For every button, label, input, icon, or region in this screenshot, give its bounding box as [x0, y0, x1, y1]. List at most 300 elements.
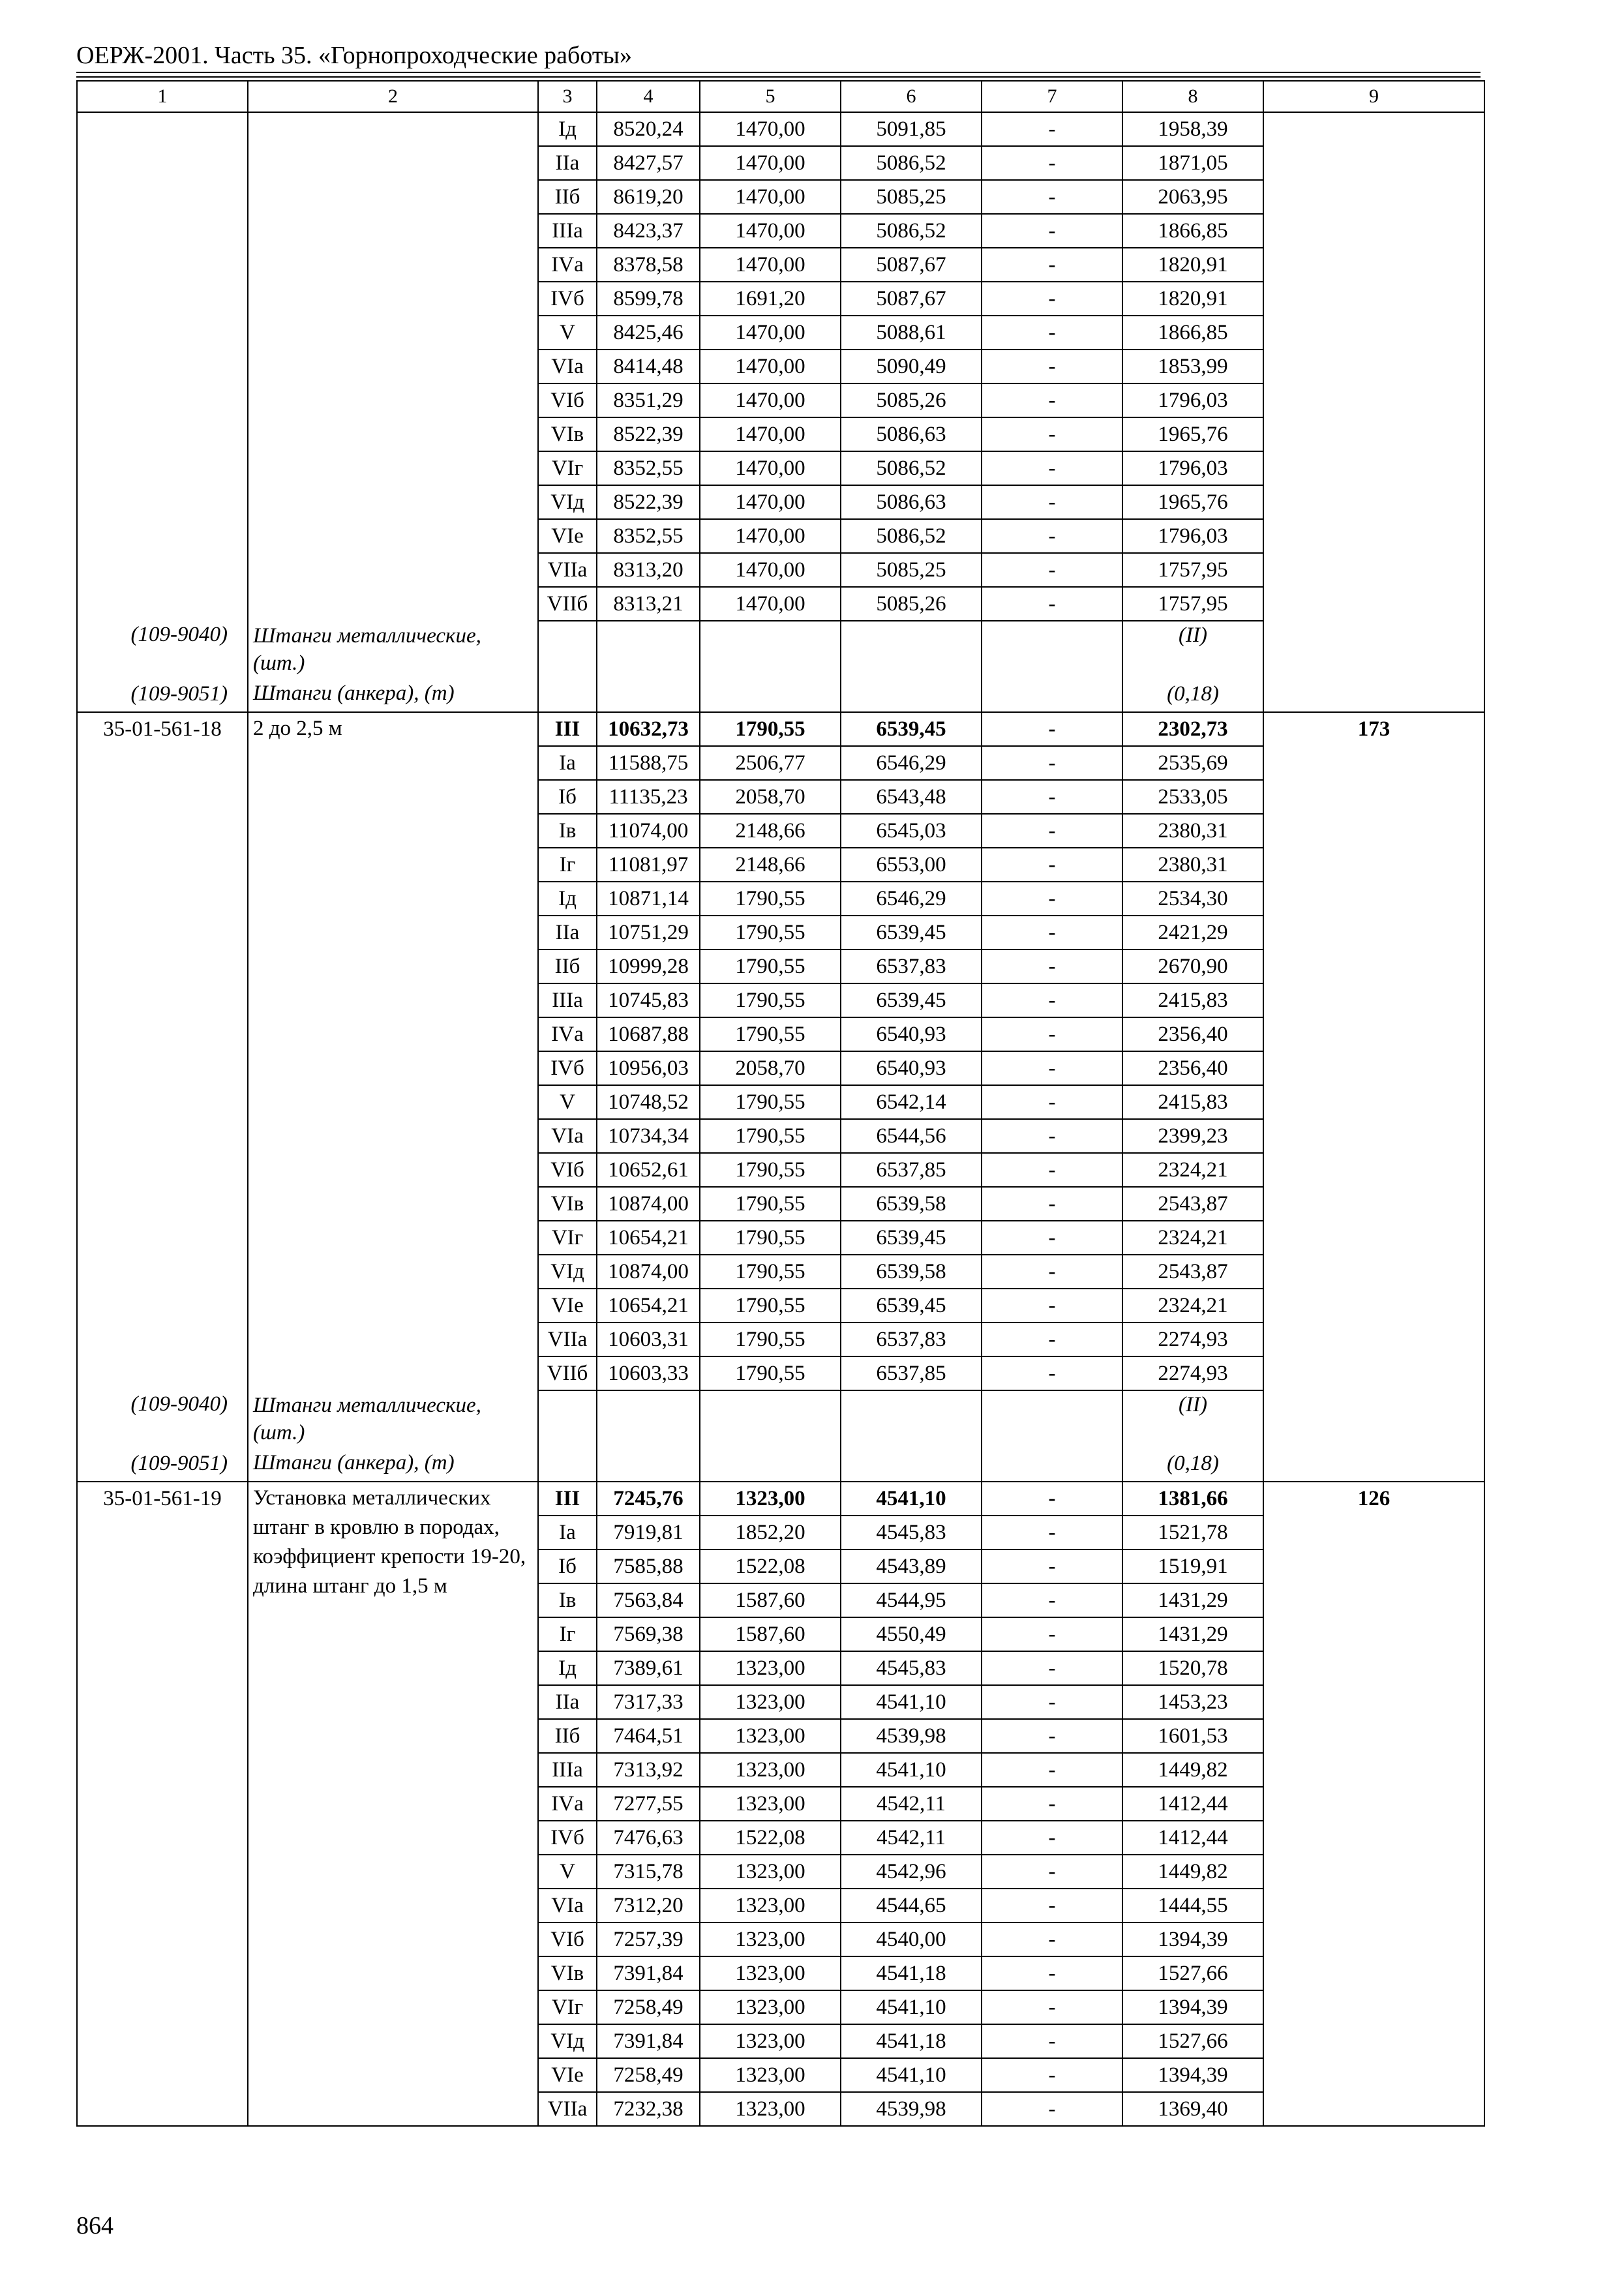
cell-col-4: 8522,39 [597, 417, 700, 451]
cell-col-3: VIе [538, 1289, 597, 1323]
cell-col-3: VIа [538, 1119, 597, 1153]
cell-col-7: - [982, 983, 1122, 1017]
cell-col-6: 4541,10 [841, 1482, 982, 1516]
cell-col-6: 4539,98 [841, 2092, 982, 2126]
cell-col-8: 1369,40 [1122, 2092, 1263, 2126]
cell-col-6: 6540,93 [841, 1051, 982, 1085]
cell-col-4: 7391,84 [597, 2024, 700, 2058]
cell-col-7: - [982, 1753, 1122, 1787]
cell-col-6: 6537,85 [841, 1153, 982, 1187]
cell-col-7: - [982, 1719, 1122, 1753]
cell-col-3: VIа [538, 350, 597, 383]
cell-col-5: 1470,00 [700, 112, 841, 146]
note-cell-col-3 [538, 1390, 597, 1447]
cell-col-5: 1323,00 [700, 2024, 841, 2058]
cell-col-4: 8599,78 [597, 282, 700, 316]
rate-code: 35-01-561-19 [77, 1482, 248, 2126]
cell-col-7: - [982, 712, 1122, 746]
cell-col-3: III [538, 1482, 597, 1516]
cell-col-8: 2324,21 [1122, 1153, 1263, 1187]
cell-col-7: - [982, 814, 1122, 848]
cell-col-7: - [982, 1085, 1122, 1119]
cell-col-7: - [982, 1787, 1122, 1821]
cell-col-4: 8423,37 [597, 214, 700, 248]
cell-col-8: 2421,29 [1122, 916, 1263, 950]
cell-col-5: 1790,55 [700, 712, 841, 746]
cell-col-8: 1520,78 [1122, 1651, 1263, 1685]
cell-col-6: 5085,25 [841, 553, 982, 587]
cell-col-5: 1323,00 [700, 1855, 841, 1889]
cell-col-4: 7313,92 [597, 1753, 700, 1787]
cell-col-5: 2148,66 [700, 848, 841, 882]
table-row [77, 712, 1484, 746]
cell-col-5: 1323,00 [700, 1482, 841, 1516]
cell-col-4: 7317,33 [597, 1685, 700, 1719]
cell-col-8: 2380,31 [1122, 814, 1263, 848]
cell-col-3: III [538, 712, 597, 746]
cell-col-6: 6553,00 [841, 848, 982, 882]
cell-col-5: 2506,77 [700, 746, 841, 780]
page-number: 864 [76, 2212, 113, 2239]
cell-col-6: 5086,63 [841, 417, 982, 451]
cell-col-3: VIб [538, 383, 597, 417]
cell-col-6: 5086,52 [841, 214, 982, 248]
cell-col-8: 1449,82 [1122, 1855, 1263, 1889]
cell-col-4: 8313,21 [597, 587, 700, 621]
cell-col-6: 5086,52 [841, 146, 982, 180]
cell-col-8: 1521,78 [1122, 1516, 1263, 1549]
cell-col-6: 6546,29 [841, 882, 982, 916]
cell-col-8: 1381,66 [1122, 1482, 1263, 1516]
cell-col-3: VIд [538, 2024, 597, 2058]
cell-col-5: 1470,00 [700, 485, 841, 519]
cell-col-8: 1412,44 [1122, 1787, 1263, 1821]
cell-col-4: 8313,20 [597, 553, 700, 587]
cell-col-4: 11135,23 [597, 780, 700, 814]
cell-col-8: 1394,39 [1122, 1922, 1263, 1956]
cell-col-8: 2543,87 [1122, 1187, 1263, 1221]
cell-col-5: 1691,20 [700, 282, 841, 316]
total-labor: 126 [1263, 1482, 1484, 2126]
cell-col-3: IVб [538, 1821, 597, 1855]
cell-col-6: 4541,10 [841, 1990, 982, 2024]
cell-col-8: 1796,03 [1122, 451, 1263, 485]
note-cell-col-7 [982, 621, 1122, 678]
work-description: Установка металлических штанг в кровлю в породах, коэффициент крепости 19-20, длина штанг до 1,5 м [248, 1482, 538, 2126]
cell-col-3: IVб [538, 1051, 597, 1085]
cell-col-8: 2324,21 [1122, 1289, 1263, 1323]
cell-col-6: 4550,49 [841, 1617, 982, 1651]
note-cell-col-4 [597, 1447, 700, 1482]
cell-col-5: 1470,00 [700, 248, 841, 282]
note-cell-col-5 [700, 1447, 841, 1482]
cell-col-5: 1470,00 [700, 451, 841, 485]
cell-col-7: - [982, 2092, 1122, 2126]
cell-col-4: 7919,81 [597, 1516, 700, 1549]
cell-col-6: 4544,95 [841, 1583, 982, 1617]
cell-col-4: 8414,48 [597, 350, 700, 383]
cell-col-6: 6539,45 [841, 1221, 982, 1255]
cell-col-4: 7245,76 [597, 1482, 700, 1516]
cell-col-7: - [982, 1221, 1122, 1255]
cell-col-4: 11081,97 [597, 848, 700, 882]
cell-col-7: - [982, 1323, 1122, 1356]
cell-col-4: 8520,24 [597, 112, 700, 146]
cell-col-4: 7389,61 [597, 1651, 700, 1685]
cell-col-7: - [982, 848, 1122, 882]
cell-col-3: VIг [538, 451, 597, 485]
resource-name: Штанги металлические, (шт.) [248, 621, 538, 678]
note-cell-col-8: (0,18) [1122, 678, 1263, 712]
cell-col-5: 1790,55 [700, 1356, 841, 1390]
cell-col-5: 1470,00 [700, 214, 841, 248]
cell-col-5: 1323,00 [700, 1990, 841, 2024]
total-labor [1263, 112, 1484, 712]
column-header-1: 1 [77, 81, 248, 112]
cell-col-4: 10654,21 [597, 1221, 700, 1255]
cell-col-6: 6539,45 [841, 983, 982, 1017]
cell-col-4: 10745,83 [597, 983, 700, 1017]
cell-col-6: 6539,58 [841, 1255, 982, 1289]
cell-col-3: VIб [538, 1153, 597, 1187]
column-header-5: 5 [700, 81, 841, 112]
cell-col-5: 2148,66 [700, 814, 841, 848]
cell-col-3: VIа [538, 1889, 597, 1922]
cell-col-4: 10748,52 [597, 1085, 700, 1119]
cell-col-4: 8619,20 [597, 180, 700, 214]
cell-col-4: 7258,49 [597, 1990, 700, 2024]
column-header-4: 4 [597, 81, 700, 112]
cell-col-7: - [982, 1617, 1122, 1651]
cell-col-4: 10751,29 [597, 916, 700, 950]
column-header-row [77, 81, 1484, 112]
cell-col-8: 1958,39 [1122, 112, 1263, 146]
note-cell-col-7 [982, 678, 1122, 712]
cell-col-4: 10874,00 [597, 1255, 700, 1289]
cell-col-8: 2535,69 [1122, 746, 1263, 780]
cell-col-7: - [982, 2024, 1122, 2058]
cell-col-8: 2274,93 [1122, 1356, 1263, 1390]
cell-col-3: IVа [538, 1787, 597, 1821]
cell-col-6: 6537,85 [841, 1356, 982, 1390]
note-cell-col-6 [841, 621, 982, 678]
cell-col-7: - [982, 214, 1122, 248]
note-cell-col-4 [597, 1390, 700, 1447]
cell-col-7: - [982, 316, 1122, 350]
cell-col-6: 4542,11 [841, 1821, 982, 1855]
cell-col-8: 1796,03 [1122, 519, 1263, 553]
cell-col-5: 1470,00 [700, 146, 841, 180]
cell-col-4: 10654,21 [597, 1289, 700, 1323]
cell-col-3: IVб [538, 282, 597, 316]
cell-col-6: 4542,96 [841, 1855, 982, 1889]
cell-col-5: 1852,20 [700, 1516, 841, 1549]
cell-col-5: 1790,55 [700, 1289, 841, 1323]
cell-col-7: - [982, 1583, 1122, 1617]
cell-col-5: 1790,55 [700, 882, 841, 916]
cell-col-5: 1587,60 [700, 1617, 841, 1651]
cell-col-5: 1790,55 [700, 1085, 841, 1119]
cell-col-4: 7232,38 [597, 2092, 700, 2126]
column-header-9: 9 [1263, 81, 1484, 112]
cell-col-7: - [982, 746, 1122, 780]
work-description: 2 до 2,5 м [248, 712, 538, 1390]
cell-col-7: - [982, 1956, 1122, 1990]
cell-col-6: 6546,29 [841, 746, 982, 780]
cell-col-4: 10871,14 [597, 882, 700, 916]
cell-col-7: - [982, 780, 1122, 814]
note-cell-col-3 [538, 621, 597, 678]
cell-col-6: 4540,00 [841, 1922, 982, 1956]
cell-col-8: 1394,39 [1122, 1990, 1263, 2024]
cell-col-7: - [982, 1990, 1122, 2024]
cell-col-7: - [982, 248, 1122, 282]
note-cell-col-6 [841, 1390, 982, 1447]
cell-col-7: - [982, 1889, 1122, 1922]
cell-col-7: - [982, 485, 1122, 519]
header-rule-double [76, 76, 1481, 78]
resource-name: Штанги (анкера), (т) [248, 1447, 538, 1482]
note-cell-col-6 [841, 1447, 982, 1482]
table-row [77, 112, 1484, 146]
cell-col-8: 1519,91 [1122, 1549, 1263, 1583]
resource-code: (109-9040) [77, 621, 248, 678]
cell-col-3: VIIб [538, 587, 597, 621]
cell-col-6: 4541,18 [841, 1956, 982, 1990]
total-labor: 173 [1263, 712, 1484, 1482]
resource-name: Штанги (анкера), (т) [248, 678, 538, 712]
cell-col-8: 1527,66 [1122, 1956, 1263, 1990]
cell-col-6: 4541,10 [841, 1685, 982, 1719]
cell-col-7: - [982, 1821, 1122, 1855]
cell-col-3: IIа [538, 146, 597, 180]
cell-col-5: 2058,70 [700, 780, 841, 814]
cell-col-3: IIIа [538, 214, 597, 248]
cell-col-3: VIв [538, 417, 597, 451]
cell-col-8: 1871,05 [1122, 146, 1263, 180]
cell-col-8: 2302,73 [1122, 712, 1263, 746]
cell-col-3: IIб [538, 1719, 597, 1753]
cell-col-8: 2534,30 [1122, 882, 1263, 916]
cell-col-7: - [982, 1255, 1122, 1289]
cell-col-5: 1470,00 [700, 316, 841, 350]
cell-col-6: 4545,83 [841, 1651, 982, 1685]
cell-col-3: Iб [538, 1549, 597, 1583]
cell-col-6: 6543,48 [841, 780, 982, 814]
rate-code [77, 112, 248, 621]
cell-col-8: 1866,85 [1122, 316, 1263, 350]
cell-col-4: 10956,03 [597, 1051, 700, 1085]
cell-col-5: 1470,00 [700, 587, 841, 621]
cell-col-8: 2063,95 [1122, 180, 1263, 214]
cell-col-8: 1757,95 [1122, 553, 1263, 587]
cell-col-3: IIа [538, 1685, 597, 1719]
cell-col-5: 1323,00 [700, 1922, 841, 1956]
cell-col-3: VIIа [538, 1323, 597, 1356]
cell-col-4: 8352,55 [597, 451, 700, 485]
rate-code: 35-01-561-18 [77, 712, 248, 1390]
cell-col-7: - [982, 553, 1122, 587]
cell-col-3: Iа [538, 746, 597, 780]
cell-col-4: 10652,61 [597, 1153, 700, 1187]
cell-col-6: 5086,63 [841, 485, 982, 519]
cell-col-6: 6540,93 [841, 1017, 982, 1051]
cell-col-7: - [982, 1051, 1122, 1085]
cell-col-8: 2274,93 [1122, 1323, 1263, 1356]
cell-col-4: 7585,88 [597, 1549, 700, 1583]
cell-col-5: 1790,55 [700, 1119, 841, 1153]
cell-col-5: 1470,00 [700, 180, 841, 214]
cell-col-4: 7464,51 [597, 1719, 700, 1753]
cell-col-7: - [982, 146, 1122, 180]
cell-col-8: 1866,85 [1122, 214, 1263, 248]
cell-col-5: 1470,00 [700, 383, 841, 417]
cell-col-4: 7277,55 [597, 1787, 700, 1821]
cell-col-4: 8351,29 [597, 383, 700, 417]
cell-col-7: - [982, 350, 1122, 383]
cell-col-5: 1790,55 [700, 1187, 841, 1221]
cell-col-8: 1444,55 [1122, 1889, 1263, 1922]
note-cell-col-5 [700, 1390, 841, 1447]
cell-col-3: VIд [538, 1255, 597, 1289]
cell-col-4: 7476,63 [597, 1821, 700, 1855]
cell-col-7: - [982, 2058, 1122, 2092]
cell-col-6: 4541,10 [841, 1753, 982, 1787]
cell-col-3: VIг [538, 1990, 597, 2024]
cell-col-7: - [982, 1119, 1122, 1153]
cell-col-7: - [982, 1549, 1122, 1583]
cell-col-7: - [982, 1922, 1122, 1956]
cell-col-7: - [982, 1289, 1122, 1323]
cell-col-4: 10603,33 [597, 1356, 700, 1390]
resource-code: (109-9051) [77, 678, 248, 712]
cell-col-6: 6539,45 [841, 712, 982, 746]
cell-col-3: Iа [538, 1516, 597, 1549]
work-description [248, 112, 538, 621]
cell-col-8: 2670,90 [1122, 950, 1263, 983]
cell-col-8: 2415,83 [1122, 1085, 1263, 1119]
cell-col-6: 5086,52 [841, 451, 982, 485]
cell-col-3: Iд [538, 112, 597, 146]
cell-col-7: - [982, 1153, 1122, 1187]
cell-col-3: VIе [538, 2058, 597, 2092]
cell-col-5: 1323,00 [700, 1889, 841, 1922]
cell-col-4: 10632,73 [597, 712, 700, 746]
cell-col-4: 8378,58 [597, 248, 700, 282]
cell-col-7: - [982, 950, 1122, 983]
cell-col-8: 1820,91 [1122, 248, 1263, 282]
note-cell-col-4 [597, 678, 700, 712]
cell-col-5: 1587,60 [700, 1583, 841, 1617]
cell-col-5: 1790,55 [700, 1017, 841, 1051]
note-cell-col-7 [982, 1390, 1122, 1447]
cell-col-5: 1323,00 [700, 1719, 841, 1753]
cell-col-6: 4544,65 [841, 1889, 982, 1922]
cell-col-5: 1323,00 [700, 1787, 841, 1821]
cell-col-6: 5090,49 [841, 350, 982, 383]
cell-col-8: 1527,66 [1122, 2024, 1263, 2058]
cell-col-4: 7563,84 [597, 1583, 700, 1617]
note-cell-col-8: (II) [1122, 1390, 1263, 1447]
cell-col-8: 1431,29 [1122, 1617, 1263, 1651]
note-cell-col-3 [538, 1447, 597, 1482]
cell-col-6: 5091,85 [841, 112, 982, 146]
cell-col-6: 6539,45 [841, 1289, 982, 1323]
cell-col-6: 6537,83 [841, 1323, 982, 1356]
cell-col-3: IIа [538, 916, 597, 950]
cell-col-7: - [982, 882, 1122, 916]
cell-col-4: 7312,20 [597, 1889, 700, 1922]
cell-col-8: 1820,91 [1122, 282, 1263, 316]
cell-col-4: 7315,78 [597, 1855, 700, 1889]
cell-col-4: 11074,00 [597, 814, 700, 848]
cell-col-7: - [982, 1685, 1122, 1719]
cell-col-5: 1522,08 [700, 1549, 841, 1583]
cell-col-5: 1323,00 [700, 1956, 841, 1990]
header-rule [76, 72, 1481, 73]
cell-col-8: 1853,99 [1122, 350, 1263, 383]
cell-col-5: 1522,08 [700, 1821, 841, 1855]
cell-col-6: 5087,67 [841, 248, 982, 282]
cell-col-5: 1323,00 [700, 2092, 841, 2126]
cell-col-6: 5085,26 [841, 587, 982, 621]
note-cell-col-8: (II) [1122, 621, 1263, 678]
cell-col-5: 1790,55 [700, 983, 841, 1017]
cell-col-5: 1790,55 [700, 1153, 841, 1187]
cell-col-8: 1449,82 [1122, 1753, 1263, 1787]
cell-col-5: 1470,00 [700, 350, 841, 383]
cell-col-5: 1323,00 [700, 1651, 841, 1685]
column-header-8: 8 [1122, 81, 1263, 112]
cell-col-8: 1796,03 [1122, 383, 1263, 417]
table-row [77, 1482, 1484, 1516]
cell-col-8: 1453,23 [1122, 1685, 1263, 1719]
cell-col-3: VIв [538, 1187, 597, 1221]
column-header-2: 2 [248, 81, 538, 112]
cell-col-6: 4542,11 [841, 1787, 982, 1821]
column-header-3: 3 [538, 81, 597, 112]
cell-col-3: IIIа [538, 983, 597, 1017]
cell-col-3: Iб [538, 780, 597, 814]
cell-col-7: - [982, 1482, 1122, 1516]
cell-col-8: 1965,76 [1122, 417, 1263, 451]
cell-col-4: 10734,34 [597, 1119, 700, 1153]
cell-col-7: - [982, 112, 1122, 146]
cell-col-8: 2356,40 [1122, 1051, 1263, 1085]
cell-col-6: 6542,14 [841, 1085, 982, 1119]
cell-col-7: - [982, 519, 1122, 553]
cell-col-5: 1470,00 [700, 519, 841, 553]
cell-col-8: 2415,83 [1122, 983, 1263, 1017]
cell-col-3: IVа [538, 248, 597, 282]
cell-col-8: 2324,21 [1122, 1221, 1263, 1255]
cell-col-3: VIе [538, 519, 597, 553]
cell-col-4: 7569,38 [597, 1617, 700, 1651]
note-cell-col-8: (0,18) [1122, 1447, 1263, 1482]
cell-col-6: 6545,03 [841, 814, 982, 848]
cell-col-7: - [982, 1516, 1122, 1549]
cell-col-6: 5085,26 [841, 383, 982, 417]
cell-col-3: Iд [538, 882, 597, 916]
cell-col-4: 10874,00 [597, 1187, 700, 1221]
cell-col-3: V [538, 1855, 597, 1889]
cell-col-7: - [982, 180, 1122, 214]
cell-col-8: 1965,76 [1122, 485, 1263, 519]
cell-col-8: 2356,40 [1122, 1017, 1263, 1051]
cell-col-4: 11588,75 [597, 746, 700, 780]
cell-col-7: - [982, 1651, 1122, 1685]
resource-code: (109-9040) [77, 1390, 248, 1447]
